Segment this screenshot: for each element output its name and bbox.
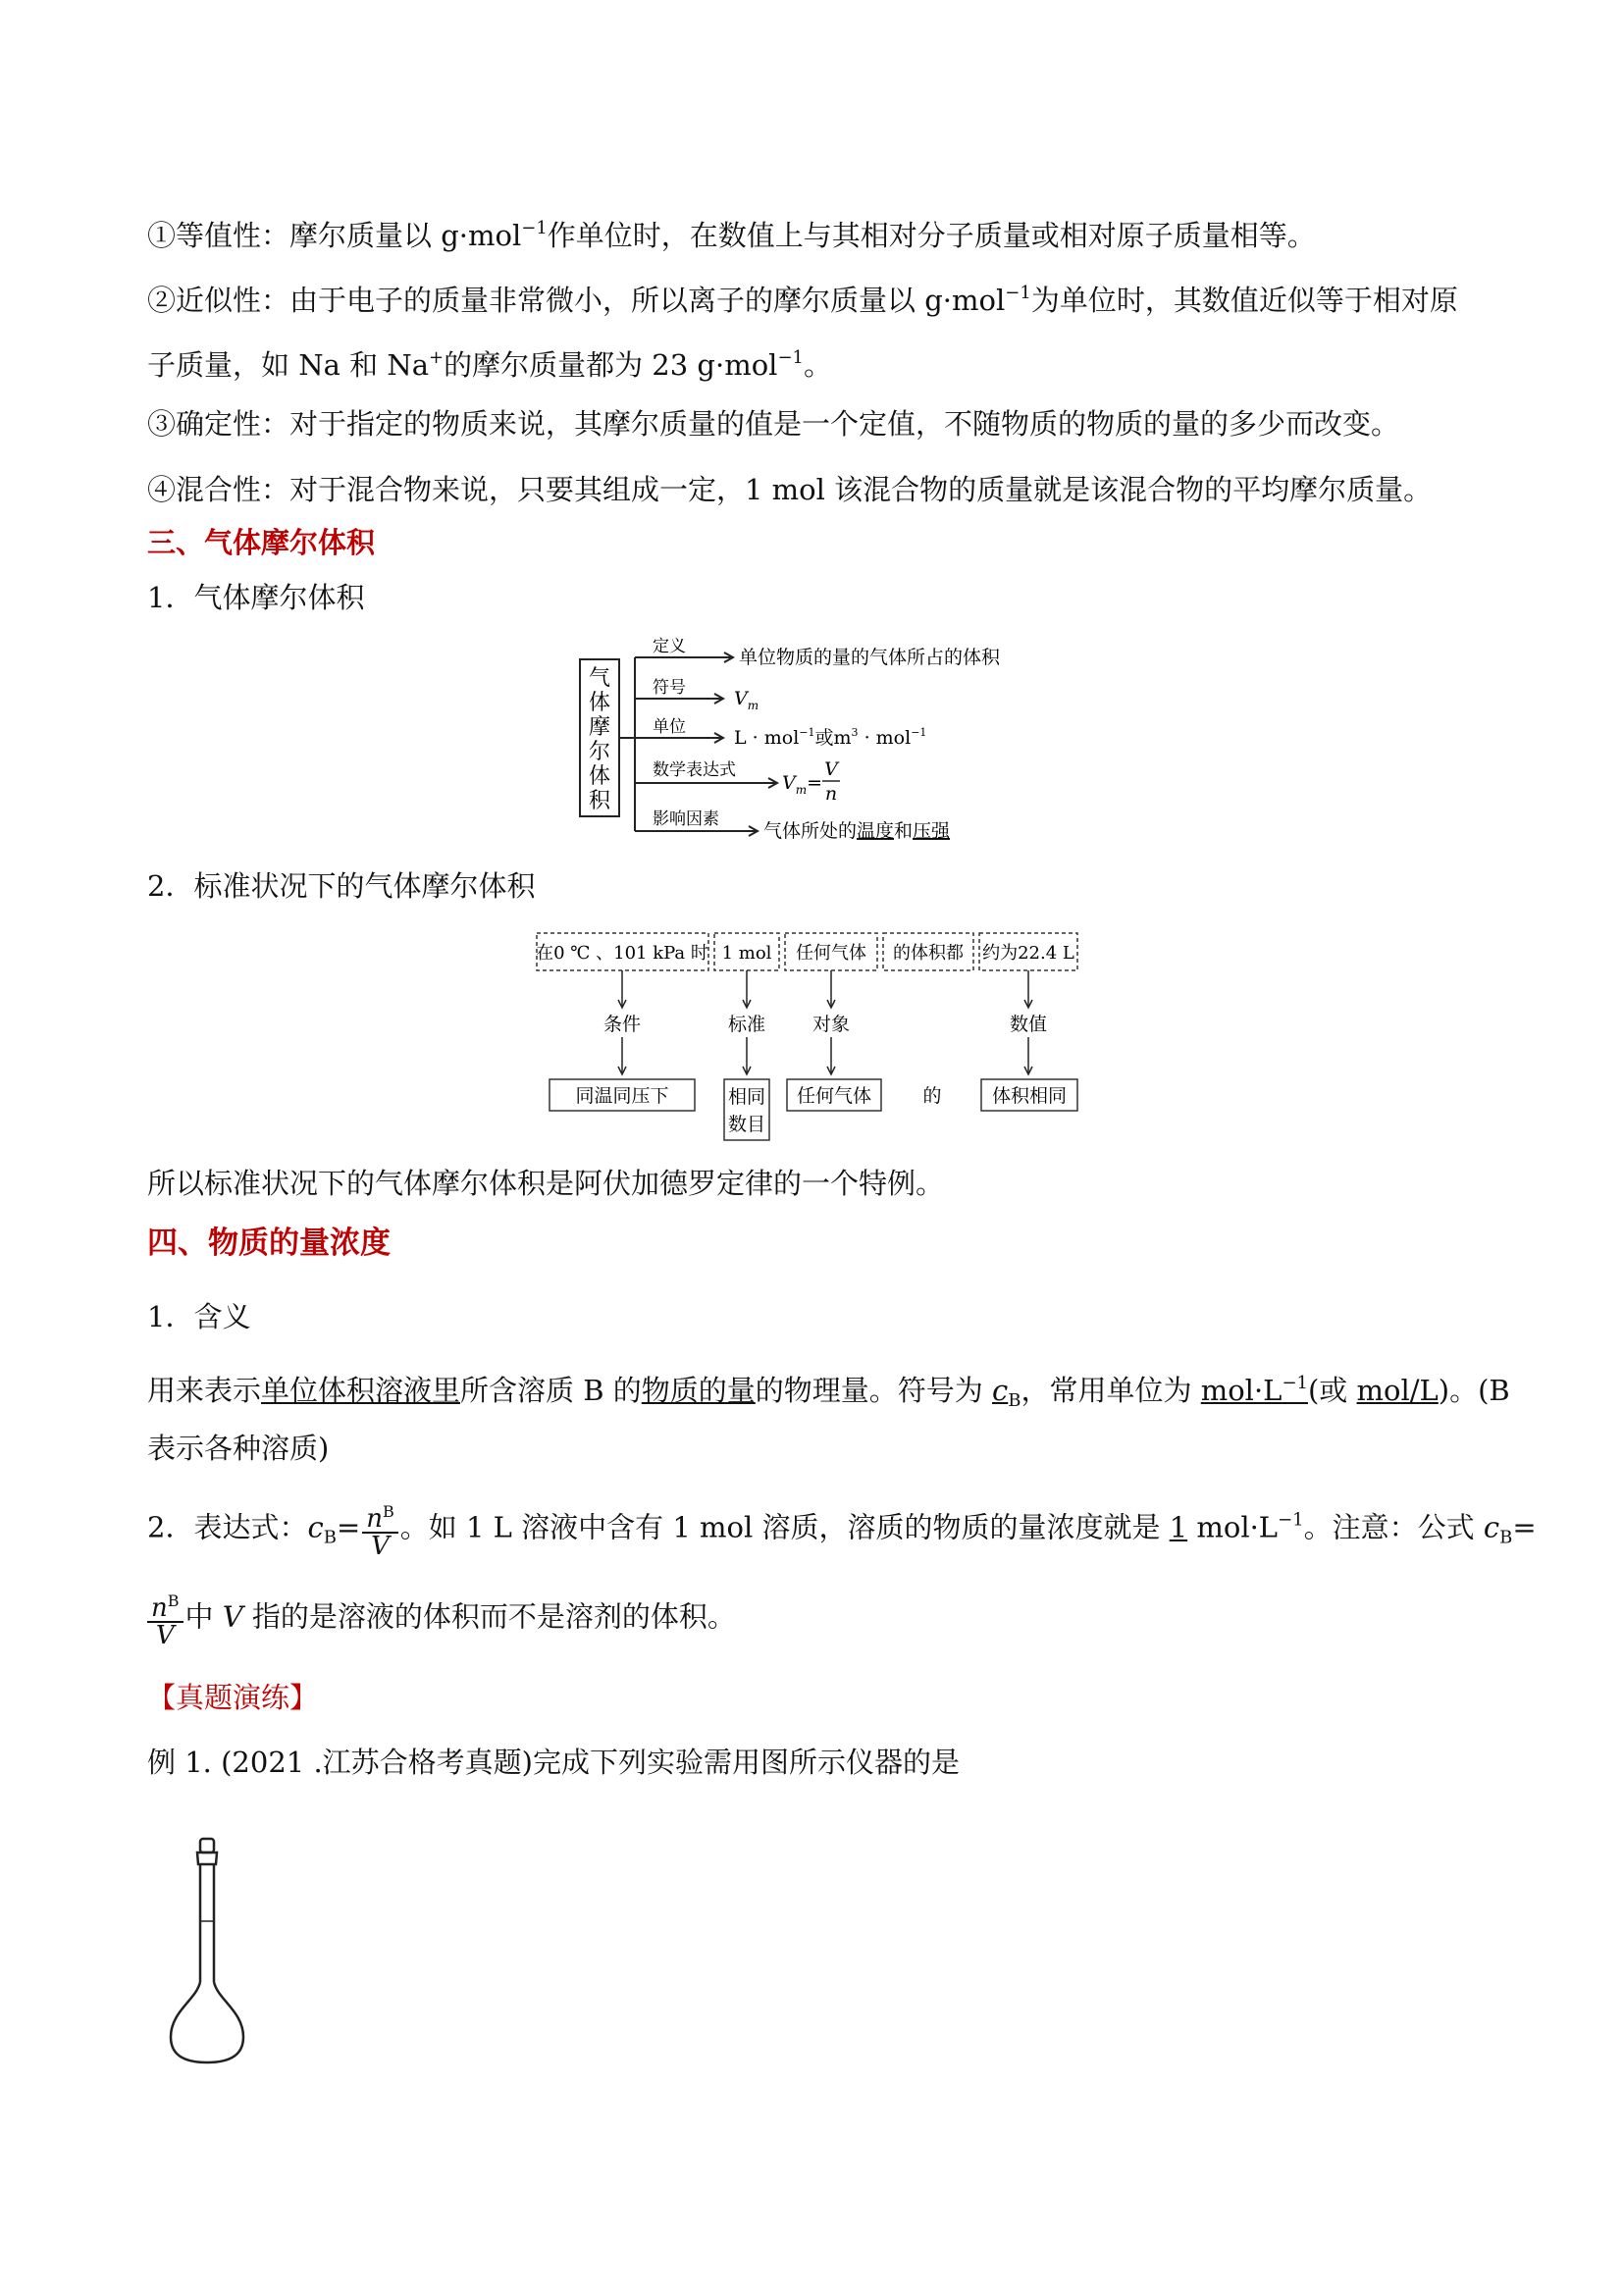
diagram1-label-factors: 影响因素 [653,809,719,829]
section-heading-molar-concentration: 四、物质的量浓度 [147,1226,391,1261]
item-meaning: 1．含义 [147,1300,251,1333]
diagram1-value-formula-lhs: $V_m=$ [782,772,823,797]
diagram2-mid-value: 数值 [1009,1014,1048,1035]
concentration-definition-cont: 表示各种溶质) [147,1432,330,1465]
diagram1-value-unit: L · mol$^{-1}$或$m^3 \cdot mol^{-1}$ [734,726,927,749]
diagram2-bottom-number: 数目 [727,1114,766,1135]
diagram1-root-char: 积 [588,789,611,813]
diagram2-bottom-same: 相同 [727,1086,766,1108]
diagram2-bottom-same-tp: 同温同压下 [575,1085,669,1107]
property-approximation: ②近似性：由于电子的质量非常微小，所以离子的摩尔质量以 g·mol$^{-1}$为单位时，其数值近似等于相对原 [147,283,1458,317]
property-mixture: ④混合性：对于混合物来说，只要其组成一定，1 mol 该混合物的质量就是该混合物的平均摩尔质量。 [147,473,1433,506]
diagram1-label-symbol: 符号 [653,678,686,698]
diagram1-label-formula: 数学表达式 [653,760,736,780]
diagram1-label-unit: 单位 [653,717,686,737]
section-heading-gas-molar-volume: 三、气体摩尔体积 [147,526,376,559]
diagram1-value-factors: 气体所处的温度和压强 [763,820,951,842]
item-standard-conditions: 2．标准状况下的气体摩尔体积 [147,869,536,903]
diagram2-mid-condition: 条件 [602,1014,642,1035]
diagram2-top-object: 任何气体 [796,943,866,964]
example-1: 例 1. (2021 .江苏合格考真题)完成下列实验需用图所示仪器的是 [147,1746,960,1779]
diagram1-root-char: 体 [588,764,611,789]
diagram1-root-char: 摩 [588,715,611,740]
concentration-expression: 2．表达式：$c_B=$ $\frac{n^B}{V}$ 。如 1 L 溶液中含有 1 mol 溶质，溶质的物质的量浓度就是 1 $mol\cdot L^{-1}$。注意：公式 $c_B=$ [147,1499,1537,1559]
concentration-definition: 用来表示单位体积溶液里所含溶质 B 的物质的量的物理量。符号为 $c_B$，常用单位为 $mol\cdot L^{-1}$(或 mol/L)。(B [147,1373,1510,1411]
volumetric-flask-image [157,1835,255,2070]
avogadro-conclusion: 所以标准状况下的气体摩尔体积是阿伏加德罗定律的一个特例。 [147,1167,945,1200]
diagram2-mid-object: 对象 [812,1014,851,1035]
standard-conditions-diagram [530,924,1099,1150]
diagram2-top-volume: 的体积都 [893,943,964,964]
diagram1-value-definition: 单位物质的量的气体所占的体积 [739,647,1001,668]
diagram1-formula-den: n [824,783,838,805]
diagram1-label-definition: 定义 [653,637,686,656]
item-gas-molar-volume: 1．气体摩尔体积 [147,581,365,614]
diagram2-top-amount: 1 mol [721,943,772,964]
formula-fraction: $\frac{n^B}{V}$ [147,1589,183,1648]
diagram1-root-char: 气 [588,666,611,691]
property-determinacy: ③确定性：对于指定的物质来说，其摩尔质量的值是一个定值，不随物质的物质的量的多少而改变。 [147,407,1400,441]
diagram1-value-symbol: $V_m$ [734,688,759,712]
diagram1-root-char: 尔 [588,740,611,764]
diagram2-bottom-same-volume: 体积相同 [991,1085,1068,1107]
diagram1-formula-num: V [824,758,838,780]
property-approximation-cont: 子质量，如 Na 和 Na+的摩尔质量都为 23 g·mol$^{-1}$。 [147,347,832,382]
diagram2-bottom-any-gas: 任何气体 [796,1085,872,1107]
formula-fraction: $\frac{n^B}{V}$ [362,1499,398,1559]
concentration-note: $\frac{n^B}{V}$ 中 V 指的是溶液的体积而不是溶剂的体积。 [145,1589,736,1648]
gas-molar-volume-diagram [574,628,1065,854]
diagram2-top-condition: 在0 ℃ 、101 kPa 时 [536,943,708,964]
diagram2-bottom-of: 的 [922,1085,942,1107]
diagram1-root-char: 体 [588,691,611,715]
exercise-heading: 【真题演练】 [147,1681,319,1714]
diagram2-top-value: 约为22.4 L [982,943,1074,964]
diagram2-mid-standard: 标准 [727,1014,766,1035]
property-equivalence: ①等值性：摩尔质量以 g·mol$^{-1}$作单位时，在数值上与其相对分子质量或相对原子质量相等。 [147,218,1316,252]
